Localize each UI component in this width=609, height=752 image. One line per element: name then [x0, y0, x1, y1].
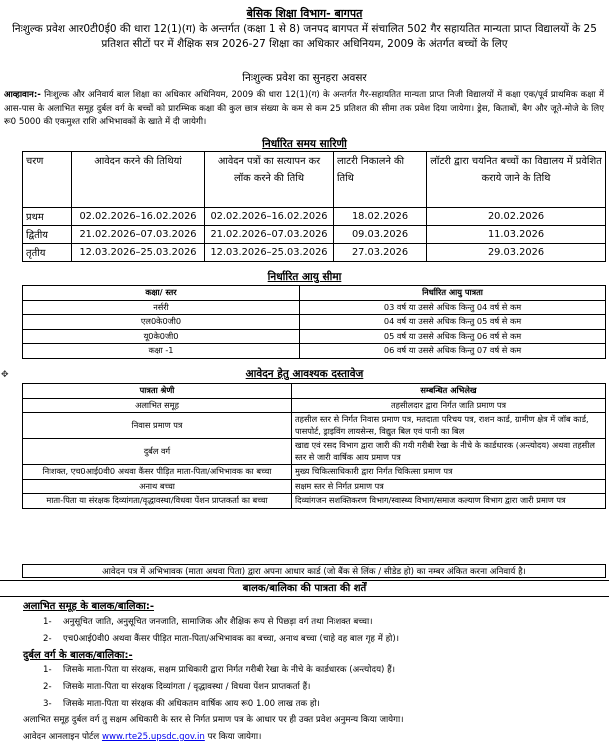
- appeal-text: निःशुल्क और अनिवार्य बाल शिक्षा का अधिकार अधिनियम, 2009 की धारा 12(1)(ग) के अन्तर्गत गैर-सहायतित मान्यता प्राप्त निजी विद्यालयों में कक्षा एक/पूर्व प्राथमिक कक्षा में आस-पास के अलाभित समूह दुर्बल वर्ग के बच्चों को प्रारम्भिक कक्षा की कुल छात्र संख्या के कम से कम 25 प्रतिशत की सीमा तक प्रवेश दिया जायेगा। ड्रेस, किताबों, बैग और जूते-मोजे के लिए रू0 5000 की एकमुश्त राशि अभिभावकों के खाते में दी जायेगी।: [4, 90, 605, 128]
- table-row: [23, 439, 606, 465]
- table-cell: 29.03.2026: [427, 244, 606, 262]
- table-cell: 05 वर्ष या उससे अधिक किन्तु 06 वर्ष से कम: [300, 329, 606, 344]
- portal-suffix: पर किया जायेगा।: [207, 732, 262, 742]
- schedule-header-cell: लॉटरी द्वारा चयनित बच्चों का विद्यालय में प्रवेशित कराये जाने के तिथि: [427, 152, 606, 208]
- portal-line: [23, 730, 261, 742]
- table-cell: खाद्य एवं रसद विभाग द्वारा जारी की गयी गरीबी रेखा के नीचे के कार्डधारक (अन्त्योदय) अथवा तहसील स्तर से जारी वार्षिक आय प्रमाण पत्र: [292, 439, 606, 465]
- table-cell: 03 वर्ष या उससे अधिक किन्तु 04 वर्ष से कम: [300, 300, 606, 315]
- schedule-header-cell: लाटरी निकालने की तिथि: [334, 152, 427, 208]
- age-header-cell: निर्धारित आयु पात्रता: [300, 286, 606, 301]
- table-row: [23, 300, 606, 315]
- table-cell: प्रथम: [23, 208, 72, 226]
- documents-table: [22, 383, 606, 509]
- age-header-row: [23, 286, 606, 301]
- table-cell: 11.03.2026: [427, 226, 606, 244]
- list-number: 1-: [43, 665, 52, 675]
- list-number: 2-: [43, 682, 52, 692]
- table-cell: यू0के0जी0: [23, 329, 300, 344]
- table-row: [23, 315, 606, 330]
- list-item: [43, 632, 399, 644]
- golden-chance-line: निःशुल्क प्रवेश का सुनहरा अवसर: [242, 72, 367, 84]
- table-cell: 02.02.2026–16.02.2026: [205, 208, 334, 226]
- list-item: [43, 680, 310, 692]
- schedule-title: निर्धारित समय सारिणी: [262, 138, 347, 150]
- table-cell: निःशक्त, एच0आई0वी0 अथवा कैंसर पीड़ित माता-पिता/अभिभावक का बच्चा: [23, 465, 292, 480]
- notice-headline: निःशुल्क प्रवेश आर0टी0ई0 की धारा 12(1)(ग) के अन्तर्गत (कक्षा 1 से 8) जनपद बागपत में संचालित 502 गैर सहायतित मान्यता प्राप्त विद्यालयों के 25 प्रतिशत सीटों पर में शैक्षिक सत्र 2026-27 शिक्षा का अधिकार अधिनियम, 2009 के अंतर्गत बच्चों के लिए: [12, 23, 597, 50]
- table-cell: 18.02.2026: [334, 208, 427, 226]
- department-title: बेसिक शिक्षा विभाग- बागपत: [246, 7, 363, 20]
- portal-link[interactable]: www.rte25.upsdc.gov.in: [101, 732, 205, 742]
- list-number: 1-: [43, 617, 52, 627]
- table-cell: तहसीलदार द्वारा निर्गत जाति प्रमाण पत्र: [292, 398, 606, 413]
- appeal-label: आव्हावान:-: [4, 90, 41, 100]
- documents-title: आवेदन हेतु आवश्यक दस्तावेज: [245, 368, 364, 380]
- table-cell: दिव्यांगजन सशक्तिकरण विभाग/स्वास्थ्य विभाग/समाज कल्याण विभाग द्वारा जारी प्रमाण पत्र: [292, 494, 606, 509]
- documents-header-row: [23, 384, 606, 399]
- table-cell: अलाभित समूह: [23, 398, 292, 413]
- eligibility-title: बालक/बालिका की पात्रता की शर्तें: [0, 580, 609, 597]
- schedule-header-row: [23, 152, 606, 208]
- table-cell: 21.02.2026–07.03.2026: [72, 226, 205, 244]
- list-number: 3-: [43, 699, 52, 709]
- table-cell: 06 वर्ष या उससे अधिक किन्तु 07 वर्ष से कम: [300, 344, 606, 359]
- table-cell: 04 वर्ष या उससे अधिक किन्तु 05 वर्ष से कम: [300, 315, 606, 330]
- table-cell: द्वितीय: [23, 226, 72, 244]
- table-cell: नर्सरी: [23, 300, 300, 315]
- schedule-table: [22, 151, 606, 262]
- table-cell: 20.02.2026: [427, 208, 606, 226]
- list-text: जिसके माता-पिता या संरक्षक दिव्यांगता / वृद्धावस्था / विधवा पेंशन प्राप्तकर्ता हैं।: [63, 682, 311, 692]
- table-row: [23, 344, 606, 359]
- table-row: [23, 413, 606, 439]
- table-cell: तहसील स्तर से निर्गत निवास प्रमाण पत्र, मतदाता परिचय पत्र, राशन कार्ड, ग्रामीण क्षेत्र में जॉब कार्ड, पासपोर्ट, ड्राइविंग लायसेन्स, विद्युत बिल एवं पानी का बिल: [292, 413, 606, 439]
- table-row: [23, 329, 606, 344]
- group1-title: अलाभित समूह के बालक/बालिका:-: [23, 601, 155, 612]
- table-cell: तृतीय: [23, 244, 72, 262]
- table-cell: कक्षा -1: [23, 344, 300, 359]
- table-cell: सक्षम स्तर से निर्गत प्रमाण पत्र: [292, 479, 606, 494]
- schedule-header-cell: आवेदन करने की तिथियां: [72, 152, 205, 208]
- table-cell: 12.03.2026–25.03.2026: [205, 244, 334, 262]
- documents-header-cell: पात्रता श्रेणी: [23, 384, 292, 399]
- list-item: [43, 697, 320, 709]
- table-cell: 09.03.2026: [334, 226, 427, 244]
- table-cell: 02.02.2026–16.02.2026: [72, 208, 205, 226]
- table-row: [23, 226, 606, 244]
- portal-prefix: आवेदन आनलाइन पोर्टल: [23, 732, 100, 742]
- list-text: जिसके माता-पिता या संरक्षक, सक्षम प्राधिकारी द्वारा निर्गत गरीबी रेखा के नीचे के कार्डधारक (अन्त्योदय) हैं।: [63, 665, 395, 675]
- table-row: [23, 494, 606, 509]
- table-cell: अनाथ बच्चा: [23, 479, 292, 494]
- table-row: [23, 398, 606, 413]
- age-limit-title: निर्धारित आयु सीमा: [267, 271, 342, 283]
- age-header-cell: कक्षा/ स्तर: [23, 286, 300, 301]
- table-cell: एल0के0जी0: [23, 315, 300, 330]
- table-row: [23, 479, 606, 494]
- table-cell: निवास प्रमाण पत्र: [23, 413, 292, 439]
- move-icon[interactable]: ✥: [1, 370, 9, 380]
- table-row: [23, 208, 606, 226]
- table-cell: माता-पिता या संरक्षक दिव्यांगता/वृद्धावस्था/विधवा पेंशन प्राप्तकर्ता का बच्चा: [23, 494, 292, 509]
- group2-title: दुर्बल वर्ग के बालक/बालिका:-: [23, 650, 133, 661]
- list-item: [43, 615, 373, 627]
- certificate-footer-note: अलाभित समूह दुर्बल वर्ग तु सक्षम अधिकारी के स्तर से निर्गत प्रमाण पत्र के आधार पर ही उक्त प्रवेश अनुमन्य किया जायेगा।: [23, 715, 404, 725]
- appeal-paragraph: [4, 89, 604, 130]
- list-text: अनुसूचित जाति, अनुसूचित जनजाति, सामाजिक और शैक्षिक रूप से पिछड़ा वर्ग तथा निःशक्त बच्चा।: [63, 617, 373, 627]
- list-text: एच0आई0वी0 अथवा कैंसर पीड़ित माता-पिता/अभिभावक का बच्चा, अनाथ बच्चा (चाहे वह बाल गृह में हो)।: [63, 634, 399, 644]
- table-row: [23, 244, 606, 262]
- table-row: [23, 465, 606, 480]
- table-cell: 12.03.2026–25.03.2026: [72, 244, 205, 262]
- documents-header-cell: सम्बन्धित अभिलेख: [292, 384, 606, 399]
- list-text: जिसके माता-पिता या संरक्षक की अधिकतम वार्षिक आय रू0 1.00 लाख तक हो।: [63, 699, 320, 709]
- schedule-header-cell: चरण: [23, 152, 72, 208]
- table-cell: 21.02.2026–07.03.2026: [205, 226, 334, 244]
- list-number: 2-: [43, 634, 52, 644]
- aadhaar-note: आवेदन पत्र में अभिभावक (माता अथवा पिता) द्वारा अपना आधार कार्ड (जो बैंक से लिंक / सीडेड हो) का नम्बर अंकित करना अनिवार्य है।: [22, 564, 606, 578]
- table-cell: दुर्बल वर्ग: [23, 439, 292, 465]
- list-item: [43, 663, 395, 675]
- table-cell: 27.03.2026: [334, 244, 427, 262]
- age-limit-table: [22, 285, 606, 359]
- table-cell: मुख्य चिकित्साधिकारी द्वारा निर्गत चिकित्सा प्रमाण पत्र: [292, 465, 606, 480]
- schedule-header-cell: आवेदन पत्रों का सत्यापन कर लॉक करने की तिथि: [205, 152, 334, 208]
